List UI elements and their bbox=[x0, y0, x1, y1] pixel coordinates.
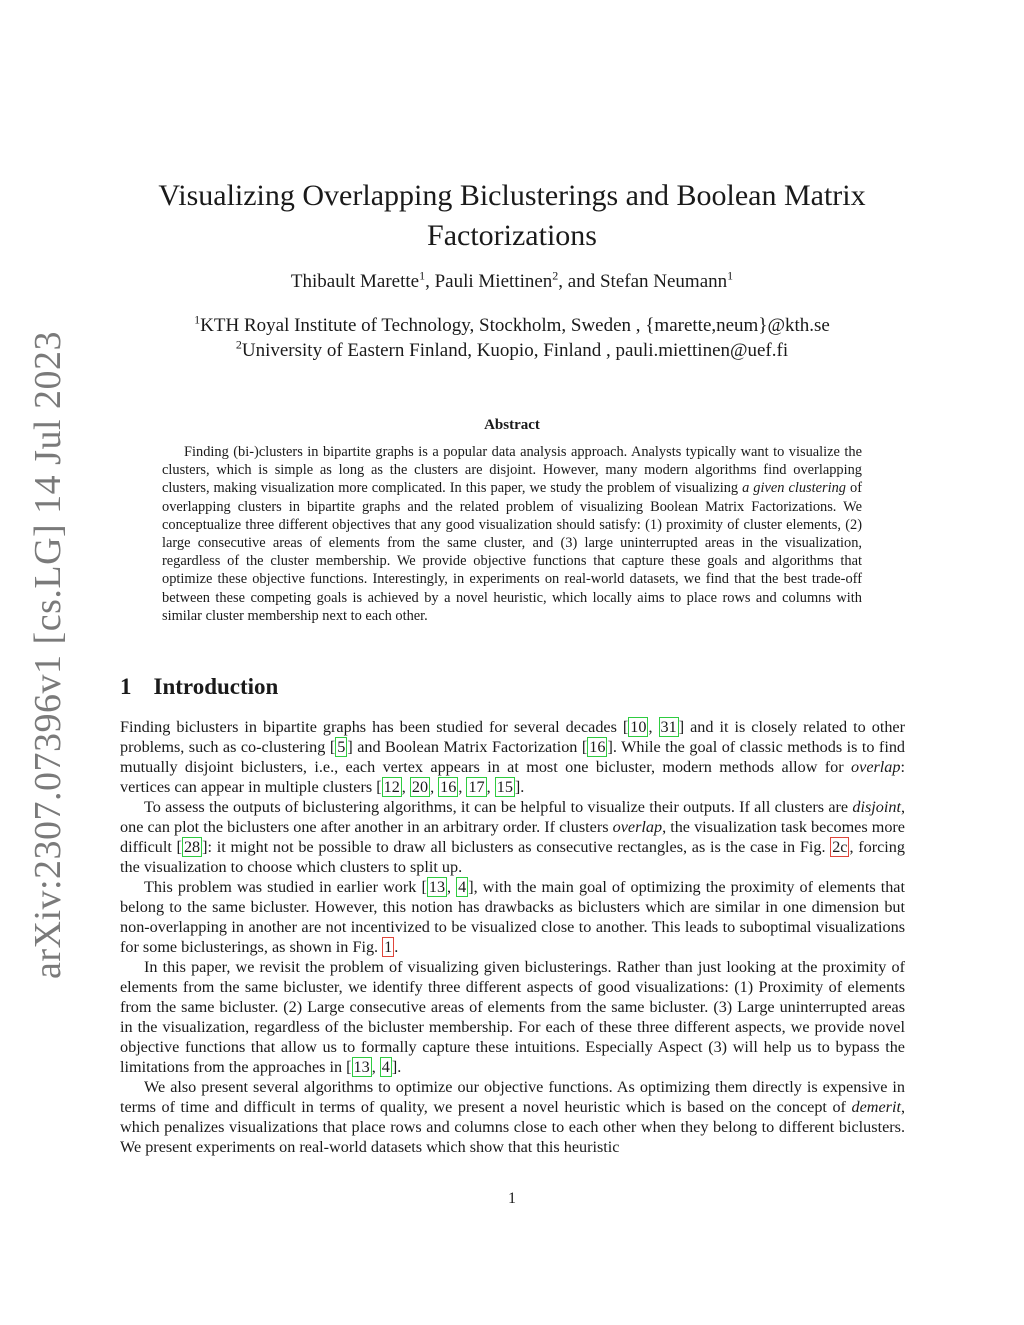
author-name: Thibault Marette bbox=[290, 271, 420, 292]
author-name: Stefan Neumann bbox=[599, 271, 728, 292]
text-run: . bbox=[394, 938, 399, 956]
text-run: , bbox=[447, 878, 457, 896]
affiliation-line bbox=[120, 338, 904, 363]
emphasis: overlap bbox=[612, 818, 663, 836]
emphasis: overlap bbox=[851, 758, 901, 776]
paragraph: Finding biclusters in bipartite graphs has been studied for several decades [ 10 , 31 ] and it is closely related to other problems, such as co-clustering [ 5 ] and Boolean Matrix Factorization [ 16 ]. While the goal of classic methods is to find mutually disjoint biclusters, i.e., each vertex appears in at most one bicluster, modern methods allow for overlap: vertices can appear in multiple clusters [ 12 , 20 , 16 , 17 , 15 ]. bbox=[120, 718, 906, 796]
paragraph bbox=[120, 1077, 905, 1157]
section-heading bbox=[120, 674, 278, 700]
text-run: , bbox=[371, 1058, 380, 1076]
citation-link[interactable]: 12 bbox=[383, 778, 400, 796]
author-separator: , bbox=[425, 271, 435, 292]
affiliation-line bbox=[120, 313, 904, 338]
abstract-part: of overlapping clusters in bipartite graphs and the related problem of visualizing Boolean Matrix Factorizations. We conceptualize three different objectives that any good visualization should satisfy: (1) proximity of cluster elements, (2) large consecutive areas of elements from the same cluster, and (3) large uninterrupted areas in the visualization, regardless of the cluster membership. We provide objective functions that capture these goals and algorithms that optimize these objective functions. Interestingly, in experiments on real-world datasets, we find that the best trade-off between these competing goals is achieved by a novel heuristic, which locally aims to place rows and columns with similar cluster membership next to each other. bbox=[162, 480, 862, 624]
abstract-part: Finding (bi-)clusters in bipartite graphs is a popular data analysis approach. Analysts typically want to visualize the clusters, which is simple as long as the clusters are disjoint. However, many modern algorithms find overlapping clusters, making visualization more complicated. In this paper, we study the problem of visualizing bbox=[162, 444, 862, 497]
emphasis: disjoint bbox=[852, 798, 901, 816]
text-run: ] and Boolean Matrix Factorization [ bbox=[347, 738, 588, 756]
abstract-heading: Abstract bbox=[484, 417, 540, 433]
arxiv-identifier bbox=[22, 330, 74, 980]
citation-link[interactable]: 20 bbox=[411, 778, 429, 796]
arxiv-identifier-text: arXiv:2307.07396v1 [cs.LG] 14 Jul 2023 bbox=[27, 330, 69, 980]
paper-title bbox=[120, 176, 904, 256]
text-run: To assess the outputs of biclustering algorithms, it can be helpful to visualize their outputs. If all clusters are bbox=[144, 798, 853, 816]
text-run: ], with the main goal of optimizing the proximity of elements that belong to the same bicluster. However, this notion has drawbacks as biclusters which are similar in one dimension but non-overlapping in another are not incentivized to be visualized close to another. This leads to suboptimal visualizations for some biclusterings, as shown in Fig. bbox=[120, 878, 905, 956]
citation-link[interactable]: 16 bbox=[589, 738, 606, 756]
text-run: , which penalizes visualizations that place rows and columns close to each other when they belong to different biclusters. We present experiments on real-world datasets which show that this heuristic bbox=[120, 1098, 905, 1156]
citation-link[interactable]: 4 bbox=[458, 878, 467, 896]
citation-link[interactable]: 5 bbox=[337, 738, 346, 756]
text-run: ] and it is closely related to other problems, such as co-clustering [ bbox=[120, 718, 905, 756]
citation-link[interactable]: 13 bbox=[428, 878, 446, 896]
affiliation-text: KTH Royal Institute of Technology, Stockholm, Sweden , {marette,neum}@kth.se bbox=[200, 315, 830, 336]
citation-link[interactable]: 10 bbox=[630, 718, 647, 736]
text-run: ]. While the goal of classic methods is to find mutually disjoint biclusters, i.e., each vertex appears in at most one bicluster, modern methods allow for bbox=[120, 738, 906, 776]
citation-link[interactable]: 17 bbox=[468, 778, 485, 796]
text-run: , forcing the visualization to choose which clusters to split up. bbox=[120, 838, 905, 876]
affiliation-mark: 1 bbox=[194, 312, 201, 327]
citation-link[interactable]: 16 bbox=[440, 778, 457, 796]
text-run: Finding biclusters in bipartite graphs has been studied for several decades [ bbox=[120, 718, 629, 736]
section-body bbox=[120, 717, 905, 1157]
text-run: , one can plot the biclusters one after another in an arbitrary order. If clusters bbox=[120, 798, 905, 836]
author-affiliation-mark: 1 bbox=[727, 268, 734, 283]
page-number: 1 bbox=[508, 1190, 516, 1207]
author-list bbox=[120, 268, 904, 293]
citation-link[interactable]: 28 bbox=[183, 838, 201, 856]
text-run: We also present several algorithms to optimize our objective functions. As optimizing them directly is expensive in terms of time and difficult in terms of quality, we present a novel heuristic which is based on the concept of bbox=[120, 1078, 905, 1116]
author-name: Pauli Miettinen bbox=[434, 271, 553, 292]
paragraph bbox=[120, 797, 905, 877]
figure-reference-link[interactable]: 2c bbox=[832, 838, 848, 856]
figure-reference-link[interactable]: 1 bbox=[384, 938, 393, 956]
emphasis: demerit bbox=[851, 1098, 901, 1116]
text-run: : vertices can appear in multiple clusters [ bbox=[120, 758, 905, 796]
affiliations bbox=[120, 313, 904, 363]
paragraph bbox=[120, 957, 905, 1077]
text-run: , the visualization task becomes more difficult [ bbox=[120, 818, 905, 856]
text-run: This problem was studied in earlier work [ bbox=[144, 878, 427, 896]
section-title: Introduction bbox=[153, 674, 279, 699]
text-run: ]: it might not be possible to draw all biclusters as consecutive rectangles, as is the case in Fig. bbox=[202, 838, 831, 856]
text-run: In this paper, we revisit the problem of visualizing given biclusterings. Rather than just looking at the proximity of elements from the same bicluster, we identify three different aspects of good visualizations: (1) Proximity of elements from the same bicluster. (2) Large consecutive areas of elements from the same bicluster. (3) Large uninterrupted areas in the visualization, regardless of the bicluster membership. For each of these three different aspects, we provide novel objective functions that allow us to formally capture these intuitions. Especially Aspect (3) will help us to bypass the limitations from the approaches in [ bbox=[120, 958, 905, 1076]
title-line-1: Visualizing Overlapping Biclusterings and Boolean Matrix bbox=[158, 179, 866, 212]
affiliation-mark: 2 bbox=[235, 337, 242, 352]
title-line-2: Factorizations bbox=[427, 219, 597, 252]
abstract-text bbox=[162, 443, 862, 625]
paragraph bbox=[120, 877, 905, 957]
author-separator: , and bbox=[558, 271, 600, 292]
text-run: ]. bbox=[514, 778, 525, 796]
text-run: , bbox=[648, 718, 659, 736]
section-number: 1 bbox=[120, 674, 132, 699]
citation-link[interactable]: 4 bbox=[381, 1058, 390, 1076]
citation-link[interactable]: 31 bbox=[660, 718, 677, 736]
author-affiliation-mark: 2 bbox=[552, 268, 559, 283]
abstract-emphasis: a given clustering bbox=[742, 480, 846, 497]
affiliation-text: University of Eastern Finland, Kuopio, Finland , pauli.miettinen@uef.fi bbox=[241, 340, 789, 361]
citation-link[interactable]: 13 bbox=[353, 1058, 370, 1076]
text-run: ]. bbox=[391, 1058, 402, 1076]
citation-link[interactable]: 15 bbox=[496, 778, 513, 796]
author-affiliation-mark: 1 bbox=[419, 268, 426, 283]
